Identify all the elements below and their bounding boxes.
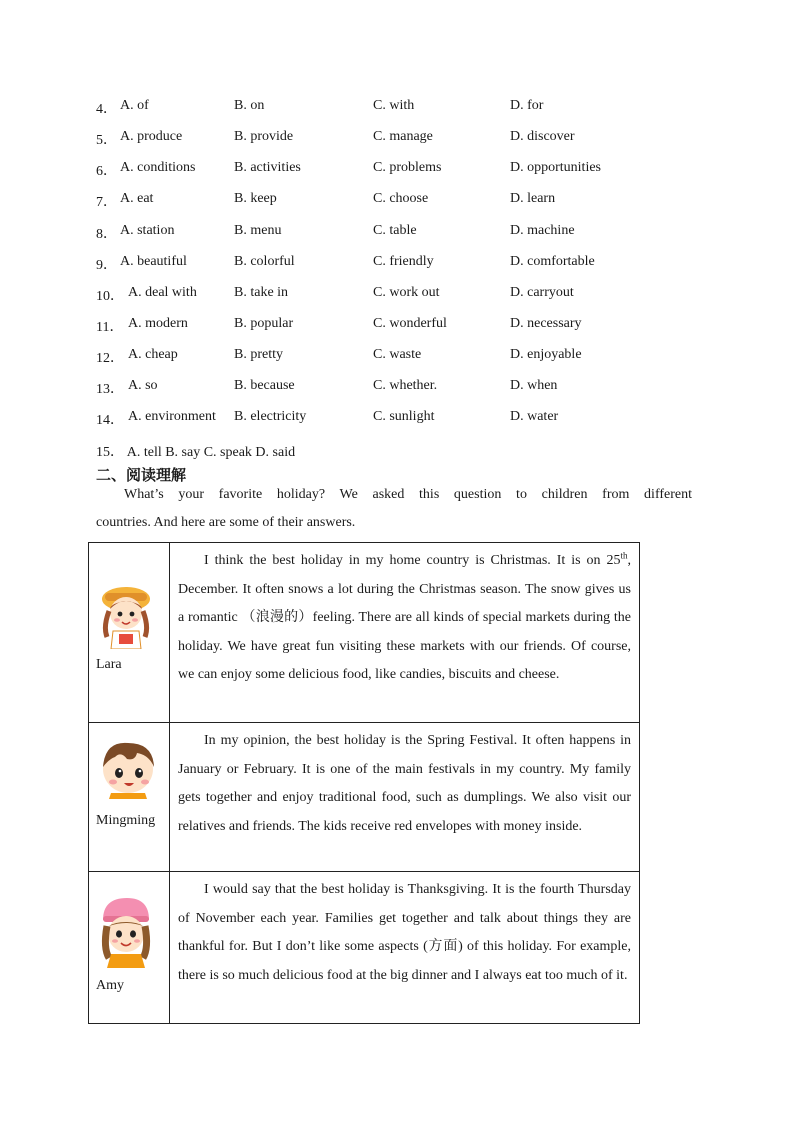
option-c: C. whether. xyxy=(373,378,438,393)
question-number: 8． xyxy=(96,227,117,242)
answer-text-cell xyxy=(170,872,640,1024)
table-row xyxy=(89,723,640,872)
option-d: D. learn xyxy=(510,191,556,206)
option-a: A. environment xyxy=(128,409,216,424)
intro-line1-text: What’s your favorite holiday? We asked this question to children from different xyxy=(124,487,692,502)
ordinal-suffix: th xyxy=(620,550,628,561)
option-a: A. modern xyxy=(128,316,188,331)
answer-text-continued: , December. It often snows a lot during the Christmas season. The snow gives us a romantic （浪漫的）feeling. There are all kinds of special markets during the holiday. We have great fun visiting these markets with our friends. Of course, we can enjoy some delicious food, like candies, biscuits and cheese. xyxy=(178,553,631,682)
question-number: 5． xyxy=(96,133,117,148)
intro-paragraph-line1 xyxy=(96,487,692,503)
intro-paragraph-line2: countries. And here are some of their answers. xyxy=(96,515,356,530)
option-a: A. eat xyxy=(120,191,154,206)
person-name: Amy xyxy=(96,978,124,993)
option-b: B. take in xyxy=(234,285,289,300)
option-d: D. carryout xyxy=(510,285,574,300)
question-number: 12． xyxy=(96,351,124,366)
boy-avatar-icon xyxy=(97,737,159,799)
option-d: D. opportunities xyxy=(510,160,601,175)
option-b: B. electricity xyxy=(234,409,307,424)
option-a: A. produce xyxy=(120,129,183,144)
option-b: B. pretty xyxy=(234,347,283,362)
question-number: 9． xyxy=(96,258,117,273)
answer-text: I think the best holiday in my home country is Christmas. It is on 25 xyxy=(204,553,621,568)
person-cell xyxy=(89,872,170,1024)
question-row xyxy=(96,316,716,336)
question-number: 14． xyxy=(96,413,124,428)
question-row xyxy=(96,98,716,118)
answer-text-cell xyxy=(170,723,640,872)
option-a: A. so xyxy=(128,378,158,393)
girl-with-pink-cap-avatar-icon xyxy=(97,892,155,968)
question-row xyxy=(96,254,716,274)
answers-table xyxy=(88,542,640,1024)
option-b: B. activities xyxy=(234,160,301,175)
option-c: C. choose xyxy=(373,191,429,206)
option-d: D. water xyxy=(510,409,559,424)
option-d: D. enjoyable xyxy=(510,347,582,362)
question-row xyxy=(96,129,716,149)
table-row xyxy=(89,872,640,1024)
question-row xyxy=(96,409,716,429)
option-d: D. discover xyxy=(510,129,575,144)
question-row xyxy=(96,347,716,367)
question-number: 6． xyxy=(96,164,117,179)
question-row xyxy=(96,378,716,398)
answer-text-cell xyxy=(170,543,640,723)
option-b: B. on xyxy=(234,98,265,113)
question-number: 13． xyxy=(96,382,124,397)
option-c: C. problems xyxy=(373,160,442,175)
option-c: C. with xyxy=(373,98,415,113)
option-c: C. work out xyxy=(373,285,440,300)
table-row xyxy=(89,543,640,723)
answer-paragraph: In my opinion, the best holiday is the Spring Festival. It often happens in January or February. It is one of the main festivals in my country. My family gets together and enjoy traditional food, such as dumplings. We also visit our relatives and friends. The kids receive red envelopes with money inside. xyxy=(178,733,631,834)
option-a: A. station xyxy=(120,223,175,238)
option-a: A. of xyxy=(120,98,149,113)
option-a: A. cheap xyxy=(128,347,178,362)
option-d: D. when xyxy=(510,378,558,393)
girl-with-yellow-hat-avatar-icon xyxy=(97,579,155,649)
option-b: B. popular xyxy=(234,316,294,331)
question-number: 4． xyxy=(96,102,117,117)
answer-paragraph: I would say that the best holiday is Thanksgiving. It is the fourth Thursday of November each year. Families get together and talk about things they are thankful for. But I don’t like some aspects (方面) of this holiday. For example, there is so much delicious food at the big dinner and I always eat too much of it. xyxy=(178,882,631,983)
option-c: C. manage xyxy=(373,129,433,144)
section-title: 二、阅读理解 xyxy=(96,466,187,484)
option-c: C. sunlight xyxy=(373,409,435,424)
option-c: C. friendly xyxy=(373,254,434,269)
option-b: B. keep xyxy=(234,191,277,206)
option-b: B. menu xyxy=(234,223,282,238)
question-row xyxy=(96,191,716,211)
person-cell xyxy=(89,543,170,723)
option-a: A. beautiful xyxy=(120,254,187,269)
question-row xyxy=(96,285,716,305)
question-row xyxy=(96,223,716,243)
option-d: D. for xyxy=(510,98,544,113)
question-number: 11． xyxy=(96,320,124,335)
person-name: Lara xyxy=(96,657,122,672)
option-c: C. waste xyxy=(373,347,422,362)
option-b: B. provide xyxy=(234,129,294,144)
person-name: Mingming xyxy=(96,813,156,828)
option-a: A. conditions xyxy=(120,160,196,175)
option-d: D. comfortable xyxy=(510,254,595,269)
question-number: 10． xyxy=(96,289,124,304)
option-d: D. machine xyxy=(510,223,575,238)
question-row xyxy=(96,160,716,180)
option-b: B. colorful xyxy=(234,254,295,269)
option-a: A. deal with xyxy=(128,285,197,300)
option-c: C. table xyxy=(373,223,417,238)
person-cell xyxy=(89,723,170,872)
option-d: D. necessary xyxy=(510,316,582,331)
option-b: B. because xyxy=(234,378,295,393)
option-c: C. wonderful xyxy=(373,316,447,331)
answer-paragraph xyxy=(178,547,631,690)
question-number: 7． xyxy=(96,195,117,210)
question-15: 15． A. tell B. say C. speak D. said xyxy=(96,445,296,460)
